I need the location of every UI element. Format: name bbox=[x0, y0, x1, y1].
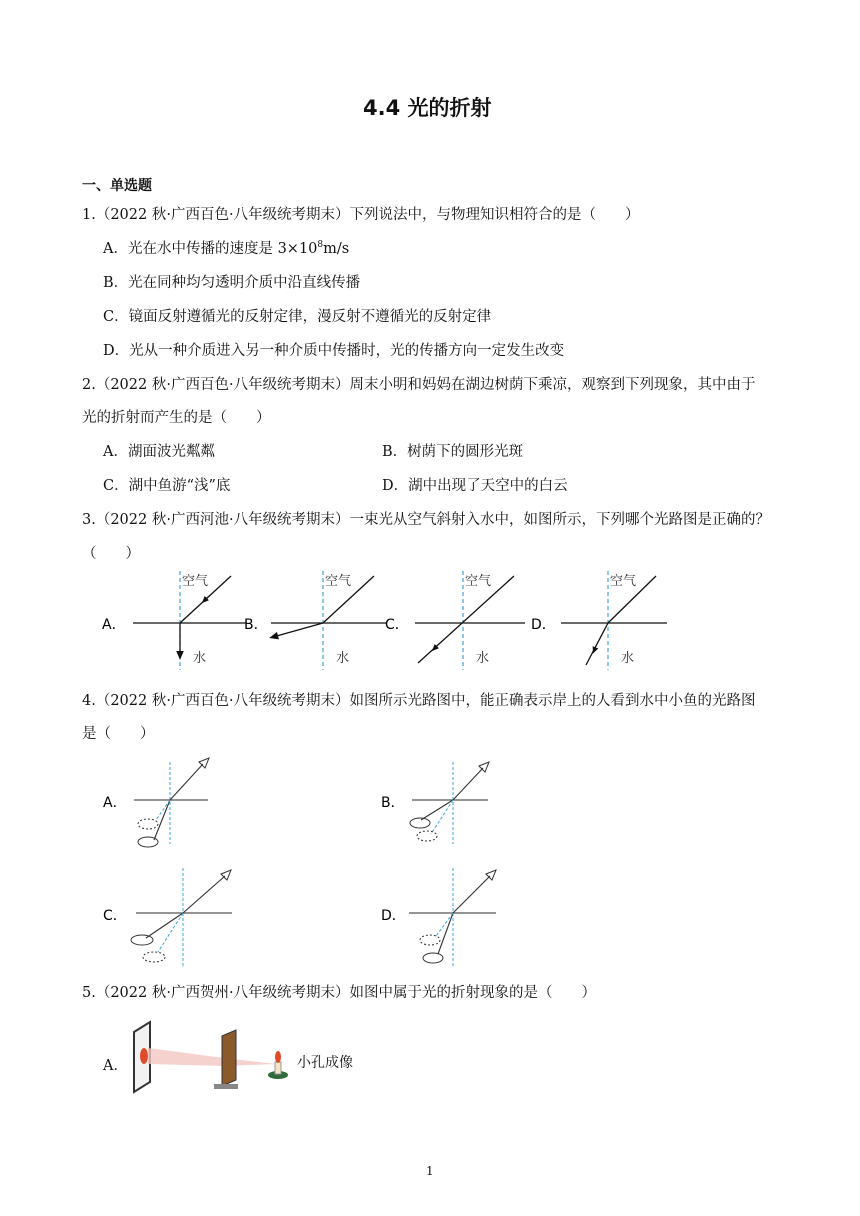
q3-label-b: B． bbox=[244, 617, 268, 633]
q4-diagrams bbox=[96, 752, 516, 972]
q3c-ray-arrow bbox=[434, 644, 439, 649]
q4d-virtual-ray bbox=[436, 913, 453, 936]
q5-pinhole-figure bbox=[126, 1018, 306, 1098]
q3b-refracted-ray bbox=[273, 623, 323, 637]
q1-option-a-text: A．光在水中传播的速度是 3×10 bbox=[103, 241, 318, 257]
q4a-fish-image-icon bbox=[138, 819, 158, 829]
q5-stem: 5.（2022 秋·广西贺州·八年级统考期末）如图中属于光的折射现象的是（ ） bbox=[82, 985, 597, 1001]
flame-icon bbox=[275, 1051, 281, 1063]
pinhole-board-icon bbox=[222, 1030, 236, 1086]
q5-option-a-label: A． bbox=[103, 1058, 128, 1074]
q3-label-c: C． bbox=[385, 617, 409, 633]
q4d-ray-air bbox=[453, 876, 490, 913]
light-beam bbox=[148, 1048, 276, 1066]
q1-option-a bbox=[103, 237, 349, 258]
page-title: 4.4 光的折射 bbox=[363, 96, 492, 120]
q4c-fish-image-icon bbox=[143, 952, 165, 962]
candle-icon bbox=[275, 1062, 281, 1074]
q2-stem-line2: 光的折射而产生的是（ ） bbox=[82, 410, 271, 426]
page-number: 1 bbox=[426, 1164, 434, 1178]
q4b-ray-water bbox=[421, 800, 453, 820]
q2-option-b: B．树荫下的圆形光斑 bbox=[382, 444, 524, 460]
screen-image-icon bbox=[140, 1048, 148, 1064]
q3-label-a: A． bbox=[102, 617, 126, 633]
q3a-air-label: 空气 bbox=[182, 574, 209, 589]
q4c-virtual-ray bbox=[158, 913, 183, 952]
q3d-water-label: 水 bbox=[621, 651, 635, 666]
q4c-ray-air bbox=[183, 876, 225, 913]
q3-label-d: D． bbox=[531, 617, 556, 633]
q1-option-b: B．光在同种均匀透明介质中沿直线传播 bbox=[103, 275, 361, 291]
q1-option-d: D．光从一种介质进入另一种介质中传播时，光的传播方向一定发生改变 bbox=[103, 343, 565, 359]
q3d-refracted-ray bbox=[586, 623, 608, 665]
q3c-ray bbox=[418, 576, 514, 663]
q3-stem-line1: 3.（2022 秋·广西河池·八年级统考期末）一束光从空气斜射入水中，如图所示，下列哪个光路图是正确的？ bbox=[82, 512, 771, 528]
q3c-air-label: 空气 bbox=[465, 574, 492, 589]
q3-stem-line2: （ ） bbox=[82, 546, 140, 562]
q4-stem-line1: 4.（2022 秋·广西百色·八年级统考期末）如图所示光路图中，能正确表示岸上的人看到水中小鱼的光路图 bbox=[82, 693, 756, 709]
q4a-ray-air bbox=[170, 764, 203, 800]
q3-diagrams bbox=[96, 566, 696, 676]
q4-label-a: A． bbox=[103, 795, 127, 811]
q4b-virtual-ray bbox=[431, 800, 453, 834]
q2-option-a: A．湖面波光粼粼 bbox=[103, 444, 215, 460]
q4c-ray-water bbox=[146, 913, 183, 938]
q3a-water-label: 水 bbox=[193, 651, 207, 666]
q4c-fish-icon bbox=[131, 935, 153, 945]
q4b-fish-image-icon bbox=[417, 831, 437, 841]
q4d-ray-water bbox=[438, 913, 453, 954]
q3c-water-label: 水 bbox=[476, 651, 490, 666]
board-stand-icon bbox=[214, 1084, 238, 1089]
q1-option-a-exponent: 8 bbox=[317, 240, 324, 251]
q4b-fish-icon bbox=[410, 818, 430, 828]
q4-label-b: B． bbox=[381, 795, 405, 811]
q3b-air-label: 空气 bbox=[325, 574, 352, 589]
section-heading: 一、单选题 bbox=[82, 178, 152, 194]
q1-option-c: C．镜面反射遵循光的反射定律，漫反射不遵循光的反射定律 bbox=[103, 309, 492, 325]
q4d-fish-image-icon bbox=[420, 935, 440, 945]
q4a-fish-icon bbox=[138, 837, 158, 847]
q3b-water-label: 水 bbox=[336, 651, 350, 666]
q5-option-a-caption: 小孔成像 bbox=[297, 1055, 353, 1071]
q3a-incident-arrow bbox=[204, 596, 209, 601]
q4-label-d: D． bbox=[381, 908, 406, 924]
q1-option-a-unit: m/s bbox=[323, 241, 350, 257]
q1-stem: 1.（2022 秋·广西百色·八年级统考期末）下列说法中，与物理知识相符合的是（ ） bbox=[82, 207, 640, 223]
q2-option-d: D．湖中出现了天空中的白云 bbox=[382, 478, 568, 494]
q4-label-c: C． bbox=[103, 908, 127, 924]
q3d-air-label: 空气 bbox=[610, 574, 637, 589]
q2-stem-line1: 2.（2022 秋·广西百色·八年级统考期末）周末小明和妈妈在湖边树荫下乘凉，观察到下列现象，其中由于 bbox=[82, 377, 756, 393]
q4d-fish-icon bbox=[423, 953, 443, 963]
q4-stem-line2: 是（ ） bbox=[82, 726, 155, 742]
q4b-ray-air bbox=[453, 768, 483, 800]
q4a-ray-water bbox=[154, 800, 170, 840]
q2-option-c: C．湖中鱼游“浅”底 bbox=[103, 478, 231, 494]
